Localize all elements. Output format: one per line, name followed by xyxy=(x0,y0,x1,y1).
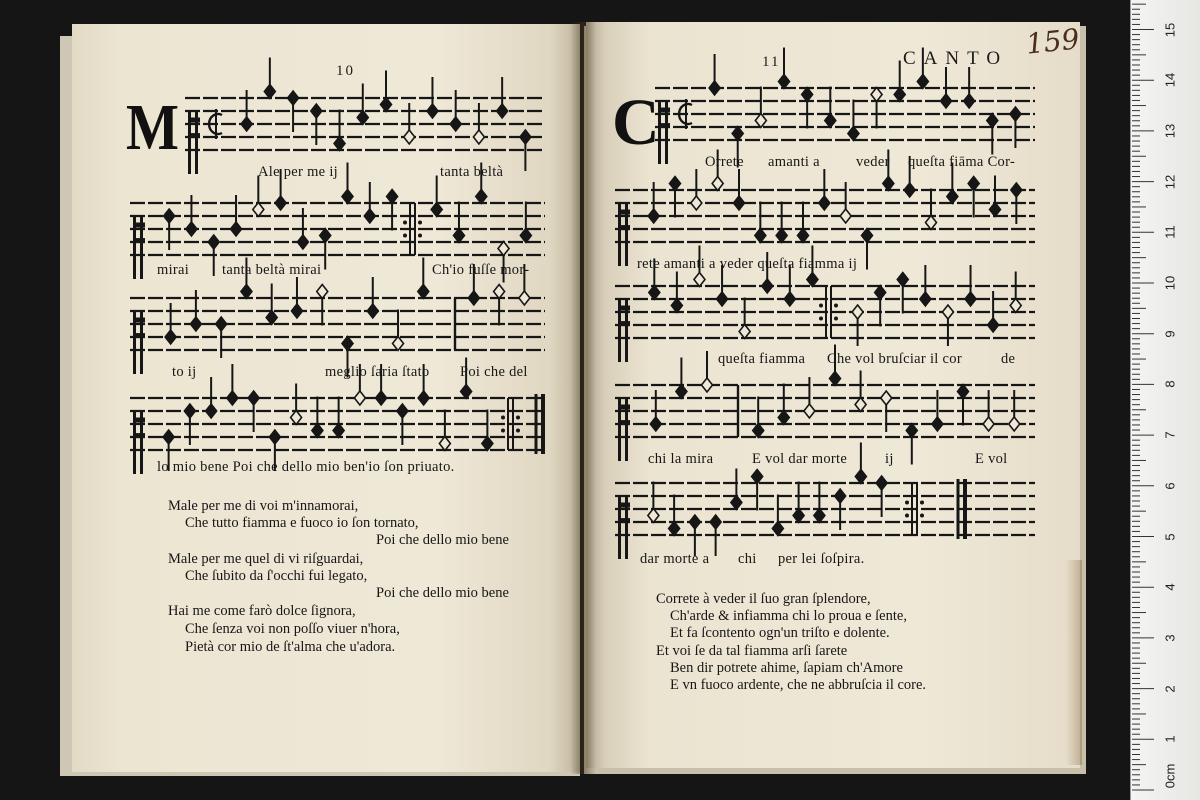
note-head xyxy=(494,285,505,299)
note xyxy=(381,71,392,112)
note-head xyxy=(649,286,660,300)
clef-rung xyxy=(188,133,200,138)
note-head xyxy=(1010,107,1021,121)
repeat-dot xyxy=(403,234,407,238)
poem-line: E vn fuoco ardente, che ne abbruſcia il core. xyxy=(670,677,927,693)
poem-line: Poi che dello mio bene xyxy=(376,585,509,601)
note-head xyxy=(825,114,836,128)
note xyxy=(778,384,789,425)
note-head xyxy=(241,285,252,299)
note xyxy=(387,190,398,231)
note xyxy=(520,202,531,243)
music-staff xyxy=(185,58,545,175)
left-page-number: 10 xyxy=(336,63,355,79)
note-head xyxy=(317,285,328,299)
note-head xyxy=(958,385,969,399)
note-head xyxy=(184,404,195,418)
note xyxy=(855,443,866,484)
repeat-dot xyxy=(819,304,823,308)
note-head xyxy=(342,190,353,204)
repeat-dot xyxy=(905,514,909,518)
ruler-label: 6 xyxy=(1162,482,1178,490)
repeat-dot xyxy=(418,221,422,225)
ruler-label: 7 xyxy=(1162,431,1178,439)
note-head xyxy=(840,209,851,223)
note xyxy=(320,229,331,270)
note-head xyxy=(835,489,846,503)
note xyxy=(317,285,328,326)
note-head xyxy=(917,75,928,89)
note-head xyxy=(473,130,484,144)
note-head xyxy=(752,470,763,484)
note-head xyxy=(784,292,795,306)
note-head xyxy=(819,196,830,210)
note-head xyxy=(772,522,783,536)
note-head xyxy=(312,424,323,438)
lyric-segment: tanta beltà xyxy=(440,164,504,180)
note-head xyxy=(671,299,682,313)
note-head xyxy=(717,292,728,306)
note-head xyxy=(881,391,892,405)
note-head xyxy=(297,235,308,249)
lyric-segment: queſta fiāma Cor- xyxy=(908,154,1016,170)
note-head xyxy=(427,104,438,118)
note xyxy=(855,371,866,412)
repeat-dot xyxy=(905,501,909,505)
clef-rung xyxy=(618,405,630,410)
note-head xyxy=(404,130,415,144)
c-clef xyxy=(133,311,145,374)
note xyxy=(669,495,680,536)
note xyxy=(968,177,979,218)
note-head xyxy=(731,496,742,510)
note xyxy=(253,176,264,217)
note xyxy=(676,358,687,399)
note xyxy=(453,202,464,243)
note-head xyxy=(965,292,976,306)
lyric-segment: Ale per me ij xyxy=(258,164,338,180)
ruler-label: 5 xyxy=(1162,533,1178,541)
note-head xyxy=(802,88,813,102)
note-head xyxy=(333,424,344,438)
note xyxy=(990,176,1001,217)
note-head xyxy=(926,216,937,230)
clef-rung xyxy=(618,321,630,326)
clef-rung xyxy=(618,306,630,311)
note-head xyxy=(387,190,398,204)
note-head xyxy=(165,330,176,344)
note-head xyxy=(875,286,886,300)
ruler-label: 14 xyxy=(1162,72,1178,88)
note xyxy=(987,114,998,155)
note xyxy=(906,424,917,465)
clef-rung xyxy=(618,210,630,215)
note xyxy=(227,364,238,405)
note-head xyxy=(871,88,882,102)
poem-line: Ch'arde & infiamma chi lo proua e ſente, xyxy=(670,608,907,624)
note-head xyxy=(691,196,702,210)
ruler-label: 12 xyxy=(1162,174,1178,190)
note-head xyxy=(968,177,979,191)
c-clef xyxy=(188,111,200,174)
note-head xyxy=(894,88,905,102)
c-clef xyxy=(618,496,630,559)
note xyxy=(814,482,825,523)
note xyxy=(266,284,277,325)
repeat-dot xyxy=(501,429,505,433)
note-head xyxy=(650,417,661,431)
note-head xyxy=(364,209,375,223)
repeat-dot xyxy=(819,317,823,321)
note-head xyxy=(942,305,953,319)
note-head xyxy=(941,94,952,108)
note-head xyxy=(852,305,863,319)
poem-line: Correte à veder il ſuo gran ſplendore, xyxy=(656,591,871,607)
note xyxy=(312,397,323,438)
note-head xyxy=(732,127,743,141)
ruler-label: 3 xyxy=(1162,634,1178,642)
note xyxy=(431,176,442,217)
ruler-label: 2 xyxy=(1162,685,1178,693)
clef-rung xyxy=(618,420,630,425)
ruler-label: 4 xyxy=(1162,583,1178,591)
lyric-segment: Poi che del xyxy=(460,364,528,380)
note-head xyxy=(883,177,894,191)
note-head xyxy=(904,183,915,197)
repeat-dot xyxy=(403,221,407,225)
note-head xyxy=(334,137,345,151)
note-head xyxy=(320,229,331,243)
note-head xyxy=(275,196,286,210)
note xyxy=(357,84,368,125)
note-head xyxy=(381,98,392,112)
note-head xyxy=(897,273,908,287)
note xyxy=(739,298,750,339)
lyric-segment: chi xyxy=(738,551,757,567)
note-head xyxy=(947,190,958,204)
note-head xyxy=(397,404,408,418)
poem-line: Et voi ſe da tal fiamma arſi ſarete xyxy=(656,643,848,659)
repeat-dot xyxy=(920,514,924,518)
note-head xyxy=(354,391,365,405)
poem-line: Male per me di voi m'innamorai, xyxy=(168,498,359,514)
clef-rung xyxy=(133,223,145,228)
note-head xyxy=(431,203,442,217)
note-head xyxy=(264,85,275,99)
lyric-segment: veder xyxy=(856,154,890,170)
note-head xyxy=(709,81,720,95)
repeat-dot xyxy=(516,416,520,420)
repeat-dot xyxy=(501,416,505,420)
note-head xyxy=(689,515,700,529)
note-head xyxy=(269,430,280,444)
poem-line: Ben dir potrete ahime, ſapiam ch'Amore xyxy=(670,660,903,676)
note xyxy=(494,285,505,326)
repeat-dot xyxy=(516,429,520,433)
clef-rung xyxy=(658,123,670,128)
note-head xyxy=(519,291,530,305)
poem-line: Hai me come farò dolce ſignora, xyxy=(168,603,356,619)
note-head xyxy=(288,91,299,105)
lyric-segment: amanti a xyxy=(768,154,820,170)
note-head xyxy=(734,196,745,210)
repeat-dot xyxy=(834,317,838,321)
clef-rung xyxy=(133,318,145,323)
note xyxy=(670,177,681,218)
note-head xyxy=(855,398,866,412)
note-head xyxy=(830,372,841,386)
note xyxy=(793,482,804,523)
note xyxy=(752,470,763,511)
note-head xyxy=(291,411,302,425)
ruler-label: 8 xyxy=(1162,380,1178,388)
note-head xyxy=(855,470,866,484)
note-head xyxy=(755,229,766,243)
note-head xyxy=(357,111,368,125)
music-staff xyxy=(615,345,1035,465)
note xyxy=(755,202,766,243)
note-head xyxy=(418,391,429,405)
note-head xyxy=(862,229,873,243)
note-head xyxy=(739,325,750,339)
clef-rung xyxy=(658,108,670,113)
ruler-label: 10 xyxy=(1162,275,1178,291)
note-head xyxy=(778,411,789,425)
note-head xyxy=(762,279,773,293)
c-clef xyxy=(658,101,670,164)
lyric-segment: rete amanti a veder queſta fiamma ij xyxy=(637,256,858,272)
poem-line: Pietà cor mio de ſt'alma che u'adora. xyxy=(185,639,396,655)
note-head xyxy=(776,229,787,243)
note-head xyxy=(932,417,943,431)
note-head xyxy=(393,337,404,351)
ruler-label: 1 xyxy=(1162,735,1178,743)
note xyxy=(802,88,813,129)
note xyxy=(264,58,275,99)
ruler-label: 11 xyxy=(1162,225,1178,239)
c-clef xyxy=(133,216,145,279)
note-head xyxy=(920,292,931,306)
lyric-segment: to ij xyxy=(172,364,197,380)
right-page-number: 11 xyxy=(762,54,781,70)
note-head xyxy=(163,430,174,444)
note xyxy=(753,397,764,438)
note xyxy=(671,272,682,313)
note-head xyxy=(694,273,705,287)
note-head xyxy=(988,318,999,332)
note-head xyxy=(793,509,804,523)
note-head xyxy=(520,130,531,144)
note xyxy=(482,410,493,451)
repeat-dot xyxy=(418,234,422,238)
note-head xyxy=(702,378,713,392)
lyric-segment: Che vol bruſciar il cor xyxy=(827,351,962,367)
clef-rung xyxy=(188,118,200,123)
note-head xyxy=(461,385,472,399)
note-head xyxy=(1011,183,1022,197)
note xyxy=(702,351,713,392)
lyric-segment: tanta beltà mirai xyxy=(222,262,322,278)
note xyxy=(439,410,450,451)
note-head xyxy=(164,209,175,223)
c-clef xyxy=(133,411,145,474)
note xyxy=(333,397,344,438)
note-head xyxy=(669,522,680,536)
poem-line: Poi che dello mio bene xyxy=(376,532,509,548)
note-head xyxy=(497,104,508,118)
note xyxy=(958,385,969,426)
lyric-segment: chi la mira xyxy=(648,451,714,467)
poem-line: Che tutto fiamma e fuoco io ſon tornato, xyxy=(185,515,419,531)
note xyxy=(862,229,873,270)
handwritten-folio-number: 159 xyxy=(1024,22,1081,61)
note xyxy=(648,482,659,523)
c-clef xyxy=(618,203,630,266)
lyric-segment: queſta fiamma xyxy=(718,351,806,367)
note-head xyxy=(755,114,766,128)
ruler-label: 0cm xyxy=(1162,763,1178,789)
note xyxy=(393,310,404,351)
lyric-segment: E vol xyxy=(975,451,1008,467)
ruler-ticks xyxy=(1132,4,1154,790)
note-head xyxy=(1009,417,1020,431)
note-head xyxy=(253,203,264,217)
c-clef xyxy=(618,299,630,362)
lyric-segment: de xyxy=(1001,351,1016,367)
note-head xyxy=(498,242,509,256)
clef-rung xyxy=(618,225,630,230)
note xyxy=(871,88,882,129)
note xyxy=(418,258,429,299)
repeat-dot xyxy=(834,304,838,308)
note-head xyxy=(906,424,917,438)
c-clef xyxy=(618,398,630,461)
poem-line: Che ſenza voi non poſſo viuer n'hora, xyxy=(185,621,400,637)
note xyxy=(798,202,809,243)
lyric-segment: Orrete xyxy=(705,154,744,170)
note-head xyxy=(291,304,302,318)
lyric-segment: lo mio bene Poi che dello mio ben'io ſon priuato. xyxy=(157,459,455,475)
note-head xyxy=(227,391,238,405)
note-head xyxy=(418,285,429,299)
note xyxy=(342,163,353,204)
note-head xyxy=(186,222,197,236)
note xyxy=(875,286,886,327)
note-head xyxy=(798,229,809,243)
lyric-segment: meglio ſaria ſtato xyxy=(325,364,430,380)
note-head xyxy=(248,391,259,405)
lyric-segment: Ch'io fuſſe mor- xyxy=(432,262,530,278)
note-head xyxy=(990,203,1001,217)
note xyxy=(709,54,720,95)
note-head xyxy=(676,385,687,399)
note-head xyxy=(476,190,487,204)
clef-rung xyxy=(618,518,630,523)
note-head xyxy=(807,273,818,287)
note-head xyxy=(848,127,859,141)
clef-rung xyxy=(133,333,145,338)
note-head xyxy=(712,177,723,191)
note-head xyxy=(216,317,227,331)
note-head xyxy=(983,417,994,431)
note-head xyxy=(450,117,461,131)
note xyxy=(291,384,302,425)
note-head xyxy=(648,509,659,523)
note-head xyxy=(206,404,217,418)
lyric-segment: ij xyxy=(885,451,894,467)
note-head xyxy=(439,437,450,451)
note-head xyxy=(648,209,659,223)
note xyxy=(755,87,766,128)
note-head xyxy=(376,391,387,405)
note-head xyxy=(876,476,887,490)
note xyxy=(897,273,908,314)
note xyxy=(772,495,783,536)
note-head xyxy=(208,235,219,249)
note-head xyxy=(804,404,815,418)
poem-line: Che ſubito da ſ'occhi fui legato, xyxy=(185,568,368,584)
note-head xyxy=(987,114,998,128)
note-head xyxy=(1010,299,1021,313)
note-head xyxy=(814,509,825,523)
repeat-dot xyxy=(920,501,924,505)
clef-rung xyxy=(133,418,145,423)
ruler-label: 9 xyxy=(1162,330,1178,338)
note-head xyxy=(482,437,493,451)
note-head xyxy=(710,515,721,529)
ruler-label: 13 xyxy=(1162,123,1178,139)
note xyxy=(731,469,742,510)
note-head xyxy=(468,291,479,305)
lyric-segment: dar morte a xyxy=(640,551,710,567)
clef-rung xyxy=(133,433,145,438)
note xyxy=(848,100,859,141)
note-head xyxy=(266,311,277,325)
lyric-segment: per lei ſoſpira. xyxy=(778,551,865,567)
lyric-segment: E vol dar morte xyxy=(752,451,848,467)
decorated-initial-m: M xyxy=(126,91,179,164)
clef-rung xyxy=(133,238,145,243)
lyric-segment: mirai xyxy=(157,262,190,278)
running-head: CANTO xyxy=(903,48,1009,69)
note-head xyxy=(670,177,681,191)
poem-line: Male per me quel di vi riſguardai, xyxy=(168,551,364,567)
decorated-initial-c: C xyxy=(612,86,660,159)
poem-line: Et fa ſcontento ogn'un triſto e dolente. xyxy=(670,625,890,641)
ruler-label: 15 xyxy=(1162,22,1178,38)
note-head xyxy=(367,304,378,318)
note-head xyxy=(964,94,975,108)
note-head xyxy=(520,229,531,243)
note-head xyxy=(342,337,353,351)
note-head xyxy=(453,229,464,243)
note-head xyxy=(311,104,322,118)
note-head xyxy=(753,424,764,438)
note-head xyxy=(231,222,242,236)
note xyxy=(776,202,787,243)
note xyxy=(926,189,937,230)
note xyxy=(334,110,345,151)
note-head xyxy=(190,317,201,331)
note-head xyxy=(241,117,252,131)
note xyxy=(825,87,836,128)
note xyxy=(1010,272,1021,313)
clef-rung xyxy=(618,503,630,508)
note-head xyxy=(779,75,790,89)
